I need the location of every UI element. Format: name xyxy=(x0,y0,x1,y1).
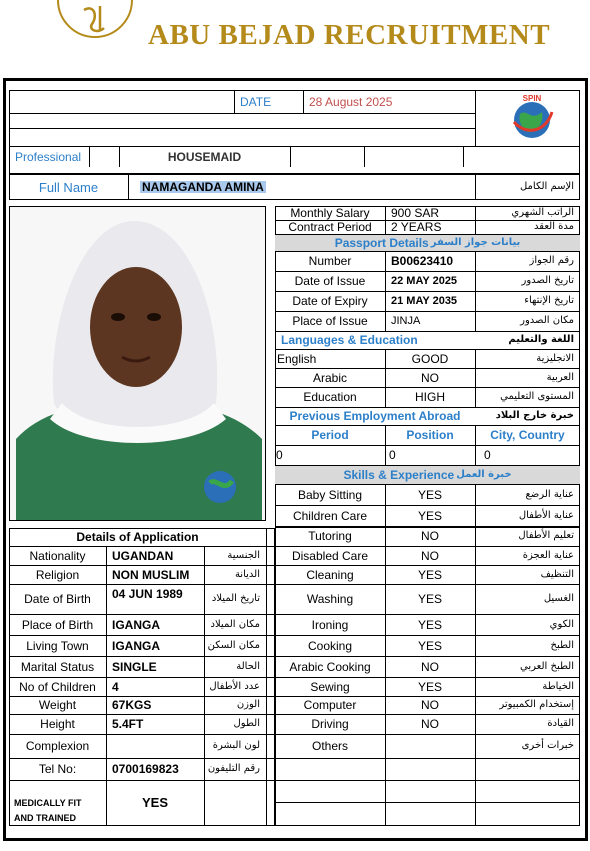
application-ar: الوزن xyxy=(236,699,260,710)
skill-label: Computer xyxy=(303,698,357,712)
table-rule xyxy=(9,734,275,735)
passport-expiry-label: Date of Expiry xyxy=(292,294,368,308)
agency-logo xyxy=(502,92,562,144)
application-label: Place of Birth xyxy=(21,617,94,632)
skill-label: Tutoring xyxy=(308,529,352,543)
skill-value: YES xyxy=(417,617,442,632)
table-rule xyxy=(9,758,275,759)
passport-number-value: B00623410 xyxy=(391,254,454,268)
company-title: ABU BEJAD RECRUITMENT xyxy=(148,19,551,51)
skill-value: YES xyxy=(417,567,442,582)
monthly-salary-value: 900 SAR xyxy=(391,206,440,220)
application-ar: لون البشرة xyxy=(212,740,260,751)
passport-number-label: Number xyxy=(308,254,352,268)
skill-ar: إستخدام الكمبيوتر xyxy=(499,699,574,710)
skill-value: NO xyxy=(421,659,439,674)
skill-value: YES xyxy=(417,487,442,502)
employment-col-position: Position xyxy=(406,428,454,442)
fullname-label: Full Name xyxy=(38,179,99,195)
monthly-salary-ar: الراتب الشهري xyxy=(511,207,574,218)
application-label: Weight xyxy=(38,698,77,712)
table-rule xyxy=(9,546,275,547)
skill-ar: الطبخ العربي xyxy=(520,660,574,672)
lang-english-label: English xyxy=(277,351,317,366)
passport-issue-label: Date of Issue xyxy=(294,274,366,288)
skill-ar: الطبخ xyxy=(550,639,574,651)
skill-label: Disabled Care xyxy=(291,548,369,563)
contract-period-label: Contract Period xyxy=(288,220,372,234)
employment-heading-ar: خبرة خارج البلاد xyxy=(495,410,574,421)
passport-place-ar: مكان الصدور xyxy=(520,315,574,326)
languages-heading: Languages & Education xyxy=(281,333,418,347)
skill-label: Baby Sitting xyxy=(297,487,363,502)
medical-label-2: AND TRAINED xyxy=(14,812,76,823)
application-value: NON MUSLIM xyxy=(112,567,190,582)
fullname-value xyxy=(134,174,334,200)
table-rule xyxy=(204,546,205,826)
lang-arabic-value: NO xyxy=(421,370,439,385)
skill-value: YES xyxy=(417,638,442,653)
application-label: Living Town xyxy=(26,638,89,653)
table-rule xyxy=(266,528,267,826)
skill-value: YES xyxy=(417,592,442,606)
employment-col-period: Period xyxy=(311,428,349,442)
skill-label: Sewing xyxy=(310,679,350,694)
table-rule xyxy=(9,584,275,585)
table-rule xyxy=(9,696,275,697)
skill-ar: الغسيل xyxy=(543,593,574,604)
employment-position-value: 0 xyxy=(389,448,396,462)
skill-ar: تعليم الأطفال xyxy=(518,530,574,541)
application-ar: الطول xyxy=(233,718,260,729)
table-rule xyxy=(9,656,275,657)
application-label: Height xyxy=(40,717,75,731)
passport-place-label: Place of Issue xyxy=(292,314,368,328)
application-value: 5.4FT xyxy=(112,717,144,731)
candidate-photo xyxy=(9,206,266,521)
lang-english-value: GOOD xyxy=(411,351,449,366)
table-rule xyxy=(9,614,275,615)
skill-label: Cleaning xyxy=(306,567,354,582)
passport-place-value: JINJA xyxy=(391,314,421,327)
application-label: No of Children xyxy=(19,679,96,694)
passport-expiry-ar: تاريخ الإنتهاء xyxy=(524,295,574,306)
professional-label: Professional xyxy=(15,149,82,164)
education-value: HIGH xyxy=(415,390,445,404)
medical-label-1: MEDICALLY FIT xyxy=(14,797,82,808)
skills-heading-ar: خبرة العمل xyxy=(456,469,512,480)
skill-ar: القيادة xyxy=(547,718,574,729)
lang-arabic-ar: العربية xyxy=(546,371,574,383)
skill-value: NO xyxy=(421,548,439,563)
application-ar: الجنسية xyxy=(227,549,260,561)
medical-value: YES xyxy=(141,794,168,810)
employment-country-value: 0 xyxy=(484,448,491,462)
application-label: Tel No: xyxy=(38,762,77,776)
skill-label: Others xyxy=(311,739,348,753)
application-label: Religion xyxy=(35,567,80,582)
skills-heading xyxy=(275,466,580,484)
fullname-arabic: الإسم الكامل xyxy=(519,181,574,192)
passport-number-ar: رقم الجواز xyxy=(529,255,574,266)
skill-label: Ironing xyxy=(311,617,349,632)
application-ar: رقم التليفون xyxy=(207,763,260,774)
application-label: Nationality xyxy=(29,548,86,563)
application-ar: الديانة xyxy=(234,568,260,580)
application-value: SINGLE xyxy=(112,659,157,674)
application-label: Marital Status xyxy=(20,659,95,674)
application-ar: مكان الميلاد xyxy=(210,618,260,630)
passport-issue-ar: تاريخ الصدور xyxy=(521,275,574,286)
skill-value: NO xyxy=(421,529,439,543)
table-rule xyxy=(9,677,275,678)
monthly-salary-label: Monthly Salary xyxy=(290,206,370,220)
date-value: 28 August 2025 xyxy=(309,94,393,109)
application-label: Complexion xyxy=(25,739,90,753)
professional-value: HOUSEMAID xyxy=(167,149,242,164)
skill-label: Washing xyxy=(306,592,354,606)
application-value: 67KGS xyxy=(112,698,152,712)
skill-value: NO xyxy=(421,698,439,712)
passport-heading xyxy=(275,234,580,251)
employment-period-value: 0 xyxy=(276,448,283,462)
application-label: Date of Birth xyxy=(24,592,91,606)
application-value: UGANDAN xyxy=(112,548,174,563)
skill-label: Cooking xyxy=(307,638,353,653)
skills-frame xyxy=(275,484,580,826)
employment-heading: Previous Employment Abroad xyxy=(289,409,461,423)
logo-brand: SPIN xyxy=(522,94,542,103)
skills-heading-text: Skills & Experience xyxy=(343,468,455,482)
skill-value: YES xyxy=(417,679,442,694)
table-rule xyxy=(9,714,275,715)
date-label: DATE xyxy=(240,94,272,109)
skill-ar: عناية الرضع xyxy=(525,488,574,500)
skill-ar: الخياطة xyxy=(542,680,574,692)
passport-heading-ar: بيانات جواز السفر xyxy=(430,236,521,248)
application-ar: الحالة xyxy=(236,660,260,672)
contract-period-value: 2 YEARS xyxy=(391,220,442,234)
fullname-text: NAMAGANDA AMINA xyxy=(142,180,264,194)
education-ar: المستوى التعليمي xyxy=(500,391,574,402)
skill-ar: عناية العجزة xyxy=(522,549,574,561)
passport-heading-text: Passport Details xyxy=(334,235,429,250)
passport-issue-value: 22 MAY 2025 xyxy=(391,274,458,287)
passport-expiry-value: 21 MAY 2035 xyxy=(391,294,458,307)
application-value xyxy=(106,734,204,758)
skill-ar: الكوي xyxy=(549,618,574,630)
application-ar: عدد الأطفال xyxy=(209,680,260,692)
skill-label: Driving xyxy=(311,717,349,731)
application-heading: Details of Application xyxy=(76,530,199,544)
application-value: 4 xyxy=(112,679,119,694)
application-value: IGANGA xyxy=(112,617,160,632)
skill-ar: التنظيف xyxy=(540,568,574,580)
company-logo-emblem xyxy=(54,0,136,52)
application-ar: تاريخ الميلاد xyxy=(211,593,260,604)
application-value: IGANGA xyxy=(112,638,160,653)
skill-ar: خبرات أخرى xyxy=(521,740,574,751)
lang-english-ar: الانجليزية xyxy=(536,352,574,364)
skill-label: Children Care xyxy=(292,508,368,523)
application-value: 04 JUN 1989 xyxy=(112,587,183,601)
skill-value: YES xyxy=(417,508,442,523)
contract-period-ar: مدة العقد xyxy=(534,221,574,232)
education-label: Education xyxy=(303,390,357,404)
languages-heading-ar: اللغة والتعليم xyxy=(508,334,574,345)
employment-col-country: City, Country xyxy=(490,428,565,442)
skill-ar: عناية الأطفال xyxy=(518,509,574,521)
skill-label: Arabic Cooking xyxy=(289,659,371,674)
skill-value: NO xyxy=(421,717,439,731)
table-rule xyxy=(9,565,275,566)
lang-arabic-label: Arabic xyxy=(312,370,347,385)
application-value: 0700169823 xyxy=(112,762,179,776)
application-ar: مكان السكن xyxy=(207,639,260,651)
table-rule xyxy=(9,635,275,636)
